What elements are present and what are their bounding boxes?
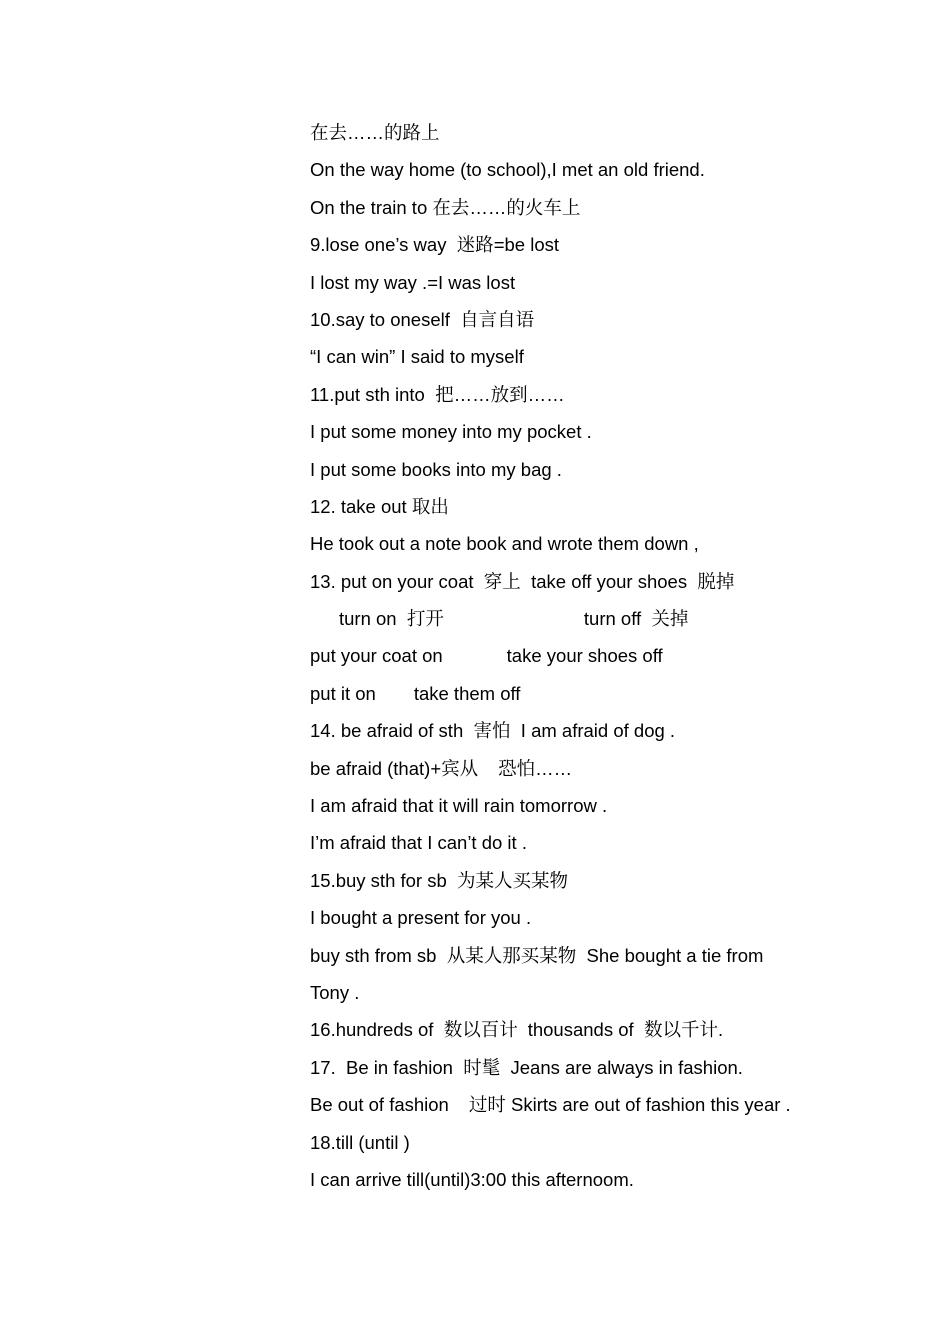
document-page [310,114,870,1198]
text-line: I bought a present for you . [310,907,532,929]
text-line: I am afraid that it will rain tomorrow . [310,795,608,817]
text-line: 12. take out 取出 [310,495,449,517]
text-line: 在去……的路上 [310,122,440,143]
text-line: 9.lose one’s way 迷路=be lost [310,234,560,256]
text-line: 18.till (until ) [310,1131,410,1153]
text-line: Tony . [310,981,360,1003]
text-line: 10.say to oneself 自言自语 [310,308,535,330]
text-line-turn-on-off [310,600,870,637]
text-line-put-take [310,637,870,674]
phrase-put-it-on: put it on [310,682,376,704]
text-line: I put some money into my pocket . [310,421,592,443]
text-line: I’m afraid that I can’t do it . [310,832,527,854]
phrase-take-them-off: take them off [413,682,521,704]
text-line-afraid-that [310,750,870,787]
text-line: On the way home (to school),I met an old friend. [310,159,705,181]
phrase-hundreds-of: 16.hundreds of 数以百计 [310,1019,518,1041]
text-line: “I can win” I said to myself [310,346,524,368]
text-line: I put some books into my bag . [310,458,562,480]
text-line: 11.put sth into 把……放到…… [310,383,565,405]
text-line: On the train to 在去……的火车上 [310,196,581,218]
text-line: I lost my way .=I was lost [310,271,516,293]
phrase-turn-on: turn on 打开 [339,608,444,630]
phrase-thousands-of: thousands of 数以千计. [527,1019,724,1041]
text-line-put-it-on [310,675,870,712]
text-line-out-of-fashion [310,1086,870,1123]
phrase-afraid-that: be afraid (that)+宾从 [310,757,479,779]
text-line: He took out a note book and wrote them down , [310,533,699,555]
phrase-put-coat-on: put your coat on [310,645,443,667]
phrase-afraid-meaning: 恐怕…… [498,757,573,779]
phrase-take-shoes-off: take your shoes off [506,645,663,667]
phrase-out-of-fashion-example: 过时 Skirts are out of fashion this year . [468,1094,791,1116]
text-line: 17. Be in fashion 时髦 Jeans are always in fashion. [310,1056,743,1078]
text-line: I can arrive till(until)3:00 this afternoom. [310,1168,634,1190]
phrase-out-of-fashion: Be out of fashion [310,1094,449,1116]
phrase-turn-off: turn off 关掉 [583,608,689,630]
text-line: 13. put on your coat 穿上 take off your shoes 脱掉 [310,570,735,592]
text-line: buy sth from sb 从某人那买某物 She bought a tie from [310,944,764,966]
text-line-hundreds [310,1011,870,1048]
text-line: 14. be afraid of sth 害怕 I am afraid of dog . [310,720,676,742]
text-line: 15.buy sth for sb 为某人买某物 [310,869,569,891]
